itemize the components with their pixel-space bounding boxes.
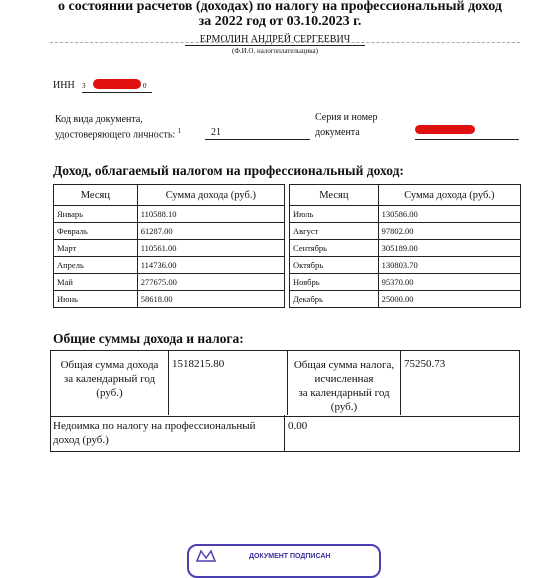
sum-cell: 61287.00 bbox=[137, 223, 284, 240]
month-cell: Март bbox=[54, 240, 138, 257]
income-heading: Доход, облагаемый налогом на профессиональный доход: bbox=[53, 163, 404, 178]
month-cell: Январь bbox=[54, 206, 138, 223]
month-cell: Февраль bbox=[54, 223, 138, 240]
sum-cell: 25000.00 bbox=[378, 291, 520, 308]
col-header-month: Месяц bbox=[54, 185, 138, 206]
table-row bbox=[290, 291, 521, 308]
stamp-text: ДОКУМЕНТ ПОДПИСАН bbox=[249, 553, 331, 560]
total-income-label: Общая сумма дохода за календарный год (руб.) bbox=[60, 359, 159, 399]
table-row bbox=[54, 257, 285, 274]
totals-heading: Общие суммы дохода и налога: bbox=[53, 331, 244, 346]
totals-divider-1 bbox=[168, 350, 169, 415]
taxpayer-caption: (Ф.И.О. налогоплательщика) bbox=[232, 47, 318, 55]
month-cell: Май bbox=[54, 274, 138, 291]
series-redaction bbox=[415, 125, 475, 134]
income-table-left bbox=[53, 184, 285, 308]
totals-divider-3 bbox=[400, 350, 401, 415]
sum-cell: 110561.00 bbox=[137, 240, 284, 257]
month-cell: Октябрь bbox=[290, 257, 379, 274]
col-header-month: Месяц bbox=[290, 185, 379, 206]
sum-cell: 95370.00 bbox=[378, 274, 520, 291]
sum-cell: 277675.00 bbox=[137, 274, 284, 291]
table-row bbox=[290, 240, 521, 257]
col-header-sum: Сумма дохода (руб.) bbox=[137, 185, 284, 206]
series-label-line2: документа bbox=[315, 127, 360, 138]
document-title-line2: за 2022 год от 03.10.2023 г. bbox=[198, 14, 362, 29]
table-row bbox=[54, 274, 285, 291]
col-header-sum: Сумма дохода (руб.) bbox=[378, 185, 520, 206]
sum-cell: 130586.00 bbox=[378, 206, 520, 223]
doc-code-value bbox=[205, 127, 310, 140]
month-cell: Сентябрь bbox=[290, 240, 379, 257]
month-cell: Апрель bbox=[54, 257, 138, 274]
doc-code-footnote: 1 bbox=[177, 127, 182, 135]
table-row bbox=[290, 206, 521, 223]
month-cell: Ноябрь bbox=[290, 274, 379, 291]
month-cell: Август bbox=[290, 223, 379, 240]
arrears-label: Недоимка по налогу на профессиональный доход (руб.) bbox=[53, 420, 256, 446]
series-label-line1: Серия и номер bbox=[315, 112, 378, 123]
sum-cell: 97802.00 bbox=[378, 223, 520, 240]
inn-redaction bbox=[93, 79, 141, 89]
month-cell: Июнь bbox=[54, 291, 138, 308]
table-row bbox=[290, 257, 521, 274]
table-row bbox=[290, 274, 521, 291]
doc-code-label-line1: Код вида документа, bbox=[55, 114, 143, 125]
sum-cell: 130803.70 bbox=[378, 257, 520, 274]
table-row bbox=[54, 223, 285, 240]
doc-code-label-text: удостоверяющего личность: bbox=[55, 129, 176, 141]
total-tax-label: Общая сумма налога, исчисленная за календарный год (руб.) bbox=[293, 359, 395, 413]
inn-end-digit: 0 bbox=[143, 82, 147, 90]
table-row bbox=[54, 240, 285, 257]
sum-cell: 58618.00 bbox=[137, 291, 284, 308]
document-title-line1: о состоянии расчетов (доходах) по налогу на профессиональный доход bbox=[58, 0, 502, 14]
totals-divider-2 bbox=[287, 350, 288, 415]
sum-cell: 305189.00 bbox=[378, 240, 520, 257]
doc-code-value-text: 21 bbox=[211, 127, 221, 138]
month-cell: Декабрь bbox=[290, 291, 379, 308]
total-tax-value: 75250.73 bbox=[404, 358, 446, 370]
arrears-divider bbox=[284, 415, 285, 451]
inn-label: ИНН bbox=[53, 80, 75, 91]
table-row bbox=[54, 206, 285, 223]
sum-cell: 114736.00 bbox=[137, 257, 284, 274]
sum-cell: 110588.10 bbox=[137, 206, 284, 223]
income-table-right bbox=[289, 184, 521, 308]
month-cell: Июль bbox=[290, 206, 379, 223]
inn-start-digit: 3 bbox=[82, 82, 86, 90]
arrears-value: 0.00 bbox=[288, 420, 308, 432]
signature-stamp bbox=[187, 544, 381, 578]
header-divider bbox=[50, 42, 520, 43]
taxpayer-name: ЕРМОЛИН АНДРЕЙ СЕРГЕЕВИЧ bbox=[185, 34, 365, 46]
total-income-value: 1518215.80 bbox=[172, 358, 225, 370]
doc-code-label-line2 bbox=[55, 127, 181, 140]
table-row bbox=[54, 291, 285, 308]
emblem-icon bbox=[195, 549, 217, 563]
table-row bbox=[290, 223, 521, 240]
